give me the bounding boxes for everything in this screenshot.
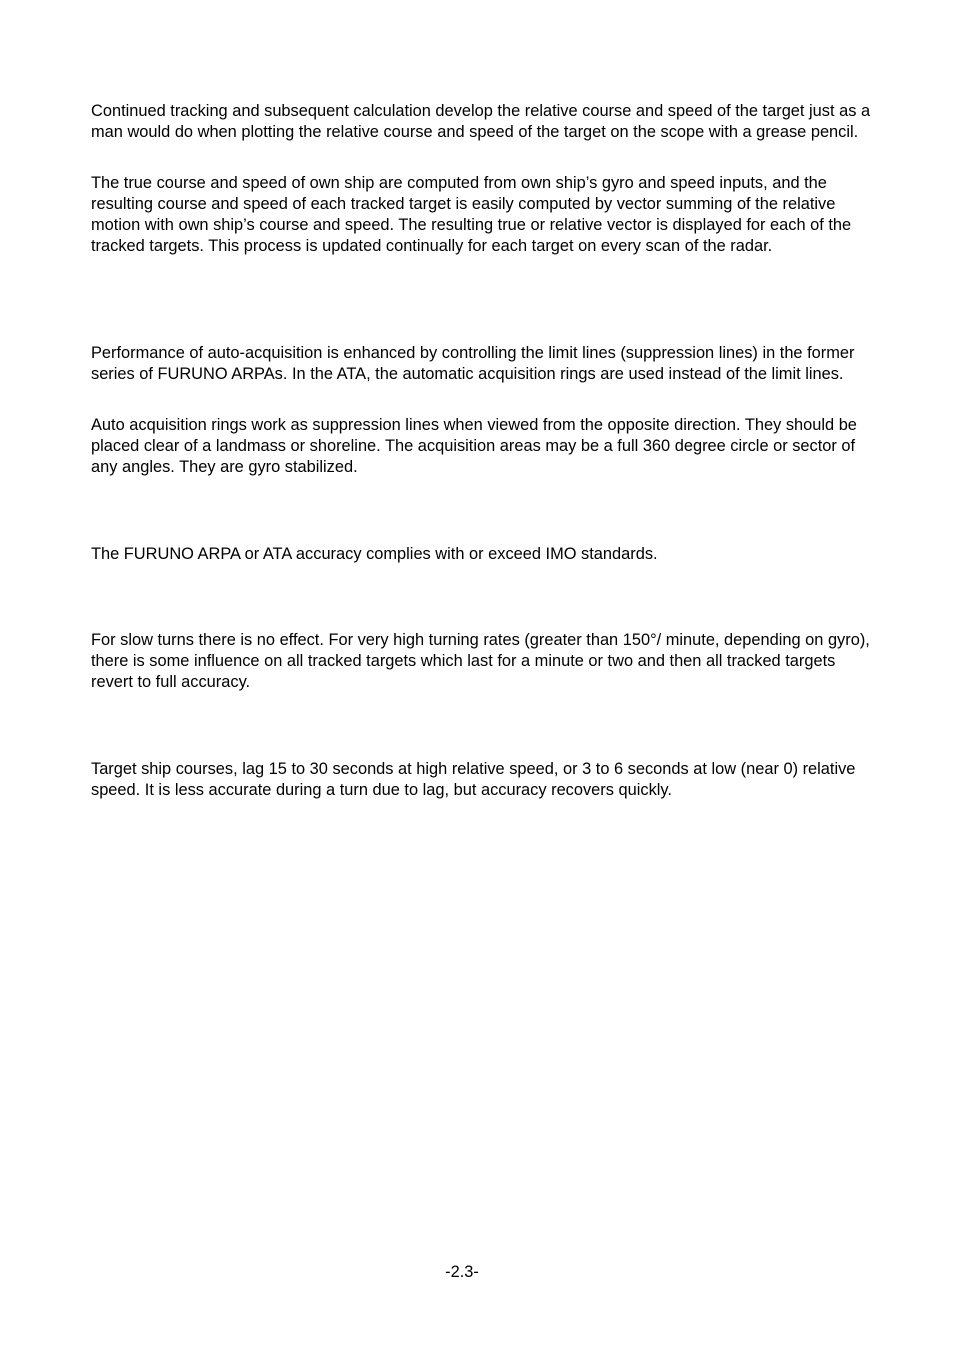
paragraph-true-course: The true course and speed of own ship are computed from own ship’s gyro and speed inputs, and the resulting course and speed of each tracked target is easily computed by vector summing of the relative motion with own ship’s course and speed. The resulting true or relative vector is displayed for each of the tracked targets. This process is updated continually for each target on every scan of the radar.: [91, 174, 852, 255]
paragraph-tracking: Continued tracking and subsequent calculation develop the relative course and speed of the target just as a man would do when plotting the relative course and speed of the target on the scope with a grease pencil.: [91, 102, 871, 141]
page-number: -2.3-: [445, 1263, 479, 1281]
paragraph-acquisition-rings: Auto acquisition rings work as suppression lines when viewed from the opposite direction. They should be placed clear of a landmass or shoreline. The acquisition areas may be a full 360 degree circle or sector of any angles. They are gyro stabilized.: [91, 416, 857, 476]
paragraph-accuracy: The FURUNO ARPA or ATA accuracy complies with or exceed IMO standards.: [91, 545, 658, 563]
paragraph-lag: Target ship courses, lag 15 to 30 seconds at high relative speed, or 3 to 6 seconds at low (near 0) relative speed. It is less accurate during a turn due to lag, but accuracy recovers quickly.: [91, 760, 856, 799]
paragraph-turning-rates: For slow turns there is no effect. For very high turning rates (greater than 150°/ minute, depending on gyro), there is some influence on all tracked targets which last for a minute or two and then all tracked targets revert to full accuracy.: [91, 631, 870, 691]
paragraph-auto-acquisition: Performance of auto-acquisition is enhanced by controlling the limit lines (suppression lines) in the former series of FURUNO ARPAs. In the ATA, the automatic acquisition rings are used instead of the limit lines.: [91, 344, 855, 383]
